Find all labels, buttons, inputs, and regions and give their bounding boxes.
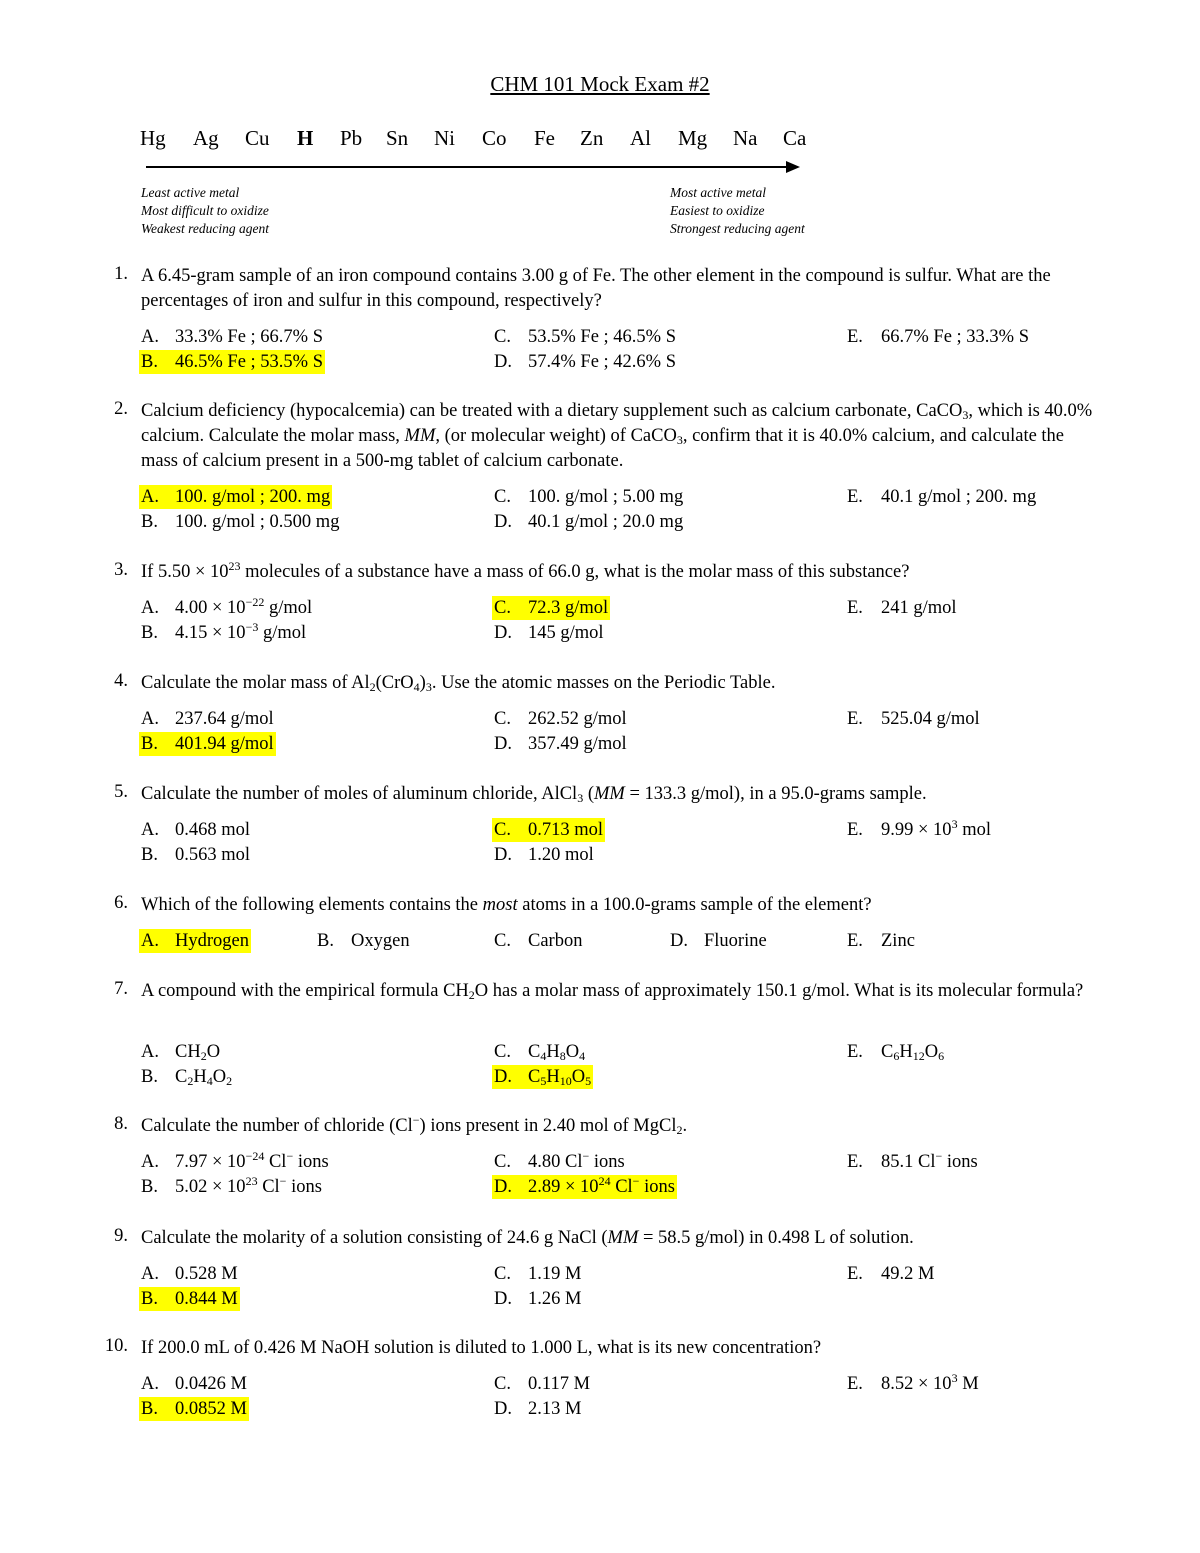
question-text: Calculate the molarity of a solution consisting of 24.6 g NaCl (MM = 58.5 g/mol) in 0.498 L of solution. bbox=[141, 1228, 914, 1248]
metal-ni: Ni bbox=[434, 126, 455, 150]
right-notes bbox=[670, 184, 805, 238]
option-e[interactable]: E. 66.7% Fe ; 33.3% S bbox=[847, 327, 1029, 347]
metal-fe: Fe bbox=[534, 126, 555, 150]
option-b[interactable]: B. $4.15 \times 10^{-3}$ g/mol bbox=[141, 620, 307, 643]
question-text: A compound with the empirical formula $CH_2O$ has a molar mass of approximately 150.1 g/mol. What is its molecular formula? bbox=[141, 981, 1084, 1002]
note-strongest: Strongest reducing agent bbox=[670, 221, 805, 236]
option-d[interactable]: D. 1.20 mol bbox=[494, 845, 594, 865]
option-c-correct[interactable]: C. 72.3 g/mol bbox=[494, 598, 609, 618]
option-a[interactable]: A. 0.528 M bbox=[141, 1264, 238, 1284]
option-c[interactable]: C. 53.5% Fe ; 46.5% S bbox=[494, 327, 676, 347]
option-d[interactable]: D. Fluorine bbox=[670, 931, 767, 951]
metal-cu: Cu bbox=[245, 126, 270, 150]
option-c-correct[interactable]: C. 0.713 mol bbox=[494, 820, 604, 840]
question-number: 8. bbox=[114, 1114, 128, 1134]
option-e[interactable]: E. 40.1 g/mol ; 200. mg bbox=[847, 487, 1037, 507]
note-easiest: Easiest to oxidize bbox=[670, 203, 765, 218]
metal-sn: Sn bbox=[386, 126, 409, 150]
option-e[interactable]: E. 525.04 g/mol bbox=[847, 709, 980, 729]
option-c[interactable]: C. 0.117 M bbox=[494, 1374, 591, 1394]
metal-ag: Ag bbox=[193, 126, 219, 150]
option-e[interactable]: E. $8.52 \times 10^3$ M bbox=[847, 1371, 979, 1394]
exam-title: CHM 101 Mock Exam #2 bbox=[490, 72, 710, 96]
question-number: 9. bbox=[114, 1226, 128, 1246]
metal-mg: Mg bbox=[678, 126, 708, 150]
metal-zn: Zn bbox=[580, 126, 604, 150]
option-d[interactable]: D. 357.49 g/mol bbox=[494, 734, 627, 754]
option-a[interactable]: A. 0.0426 M bbox=[141, 1374, 247, 1394]
option-b[interactable]: B. $5.02 \times 10^{23}$ Cl− ions bbox=[141, 1174, 322, 1197]
question-text: If $5.50 \times 10^{23}$ molecules of a substance have a mass of 66.0 g, what is the molar mass of this substance? bbox=[141, 559, 910, 582]
metal-hg: Hg bbox=[140, 126, 166, 150]
option-d[interactable]: D. 2.13 M bbox=[494, 1399, 582, 1419]
question-number: 1. bbox=[114, 264, 128, 284]
metal-na: Na bbox=[733, 126, 758, 150]
option-b-correct[interactable]: B. 46.5% Fe ; 53.5% S bbox=[141, 352, 323, 372]
question-text: A 6.45-gram sample of an iron compound contains 3.00 g of Fe. The other element in the compound is sulfur. What are the percentages of iron and sulfur in this compound, respectively? bbox=[141, 266, 1051, 311]
question-text: Calculate the number of moles of aluminum chloride, AlCl$_3$ (MM = 133.3 g/mol), in a 95.0-grams sample. bbox=[141, 784, 927, 805]
option-d[interactable]: D. 40.1 g/mol ; 20.0 mg bbox=[494, 512, 684, 532]
option-a[interactable]: A. 0.468 mol bbox=[141, 820, 251, 840]
option-b[interactable]: B. Oxygen bbox=[317, 931, 410, 951]
option-c[interactable]: C. 4.80 Cl− ions bbox=[494, 1149, 625, 1172]
metal-pb: Pb bbox=[340, 126, 363, 150]
option-d[interactable]: D. 145 g/mol bbox=[494, 623, 604, 643]
option-a[interactable]: A. $7.97 \times 10^{-24}$ Cl− ions bbox=[141, 1149, 329, 1172]
question-text: Calculate the number of chloride (Cl−) ions present in 2.40 mol of MgCl$_2$. bbox=[141, 1113, 688, 1137]
option-e[interactable]: E. 49.2 M bbox=[847, 1264, 935, 1284]
left-notes bbox=[141, 184, 269, 238]
option-c[interactable]: C. 100. g/mol ; 5.00 mg bbox=[494, 487, 684, 507]
metal-co: Co bbox=[482, 126, 507, 150]
option-b[interactable]: B. 0.563 mol bbox=[141, 845, 251, 865]
metal-ca: Ca bbox=[783, 126, 807, 150]
option-e[interactable]: E. 85.1 Cl− ions bbox=[847, 1149, 978, 1172]
option-d[interactable]: D. 1.26 M bbox=[494, 1289, 582, 1309]
question-number: 6. bbox=[114, 893, 128, 913]
question-number: 2. bbox=[114, 399, 128, 419]
option-a-correct[interactable]: A. Hydrogen bbox=[141, 931, 249, 951]
option-a[interactable]: A. $4.00 \times 10^{-22}$ g/mol bbox=[141, 595, 313, 618]
option-a[interactable]: A. $CH_2O$ bbox=[141, 1042, 221, 1063]
option-e[interactable]: E. $C_6H_{12}O_6$ bbox=[847, 1042, 945, 1063]
option-e[interactable]: E. 241 g/mol bbox=[847, 598, 957, 618]
option-b[interactable]: B. $C_2H_4O_2$ bbox=[141, 1067, 233, 1088]
option-b-correct[interactable]: B. 0.0852 M bbox=[141, 1399, 247, 1419]
option-a[interactable]: A. 33.3% Fe ; 66.7% S bbox=[141, 327, 323, 347]
metal-h: H bbox=[297, 126, 314, 150]
option-c[interactable]: C. $C_4H_8O_4$ bbox=[494, 1042, 586, 1063]
option-c[interactable]: C. 262.52 g/mol bbox=[494, 709, 627, 729]
question-text: Calculate the molar mass of $Al_2(CrO_4)_3$. Use the atomic masses on the Periodic Table. bbox=[141, 673, 776, 694]
note-most-difficult: Most difficult to oxidize bbox=[141, 203, 269, 218]
question-number: 3. bbox=[114, 560, 128, 580]
metal-al: Al bbox=[630, 126, 651, 150]
question-text: If 200.0 mL of 0.426 M NaOH solution is diluted to 1.000 L, what is its new concentration? bbox=[141, 1338, 822, 1358]
question-number: 10. bbox=[104, 1336, 128, 1356]
note-weakest: Weakest reducing agent bbox=[141, 221, 269, 236]
option-a[interactable]: A. 237.64 g/mol bbox=[141, 709, 274, 729]
option-e[interactable]: E. Zinc bbox=[847, 931, 915, 951]
option-c[interactable]: C. Carbon bbox=[494, 931, 583, 951]
option-e[interactable]: E. $9.99 \times 10^3$ mol bbox=[847, 817, 991, 840]
option-b-correct[interactable]: B. 0.844 M bbox=[141, 1289, 238, 1309]
option-d-correct[interactable]: D. $C_5H_{10}O_5$ bbox=[494, 1067, 592, 1088]
option-a-correct[interactable]: A. 100. g/mol ; 200. mg bbox=[141, 487, 331, 507]
option-b[interactable]: B. 100. g/mol ; 0.500 mg bbox=[141, 512, 340, 532]
activity-arrow bbox=[140, 160, 800, 174]
question-number: 5. bbox=[114, 782, 128, 802]
activity-series bbox=[140, 126, 820, 156]
question-number: 4. bbox=[114, 671, 128, 691]
question-text: Which of the following elements contains the most atoms in a 100.0-grams sample of the element? bbox=[141, 895, 872, 915]
option-d-correct[interactable]: D. $2.89 \times 10^{24}$ Cl− ions bbox=[494, 1174, 675, 1197]
note-least-active: Least active metal bbox=[141, 185, 240, 200]
question-number: 7. bbox=[114, 979, 128, 999]
option-b-correct[interactable]: B. 401.94 g/mol bbox=[141, 734, 274, 754]
option-d[interactable]: D. 57.4% Fe ; 42.6% S bbox=[494, 352, 676, 372]
question-text: Calcium deficiency (hypocalcemia) can be treated with a dietary supplement such as calcium carbonate, CaCO$_3$, which is 40.0% calcium. Calculate the molar mass, MM, (or molecular weight) of CaCO$_3$, confirm that it is 40.0% calcium, and calculate the mass of calcium present in a 500-mg tablet of calcium carbonate. bbox=[141, 401, 1093, 471]
option-c[interactable]: C. 1.19 M bbox=[494, 1264, 582, 1284]
note-most-active: Most active metal bbox=[670, 185, 766, 200]
